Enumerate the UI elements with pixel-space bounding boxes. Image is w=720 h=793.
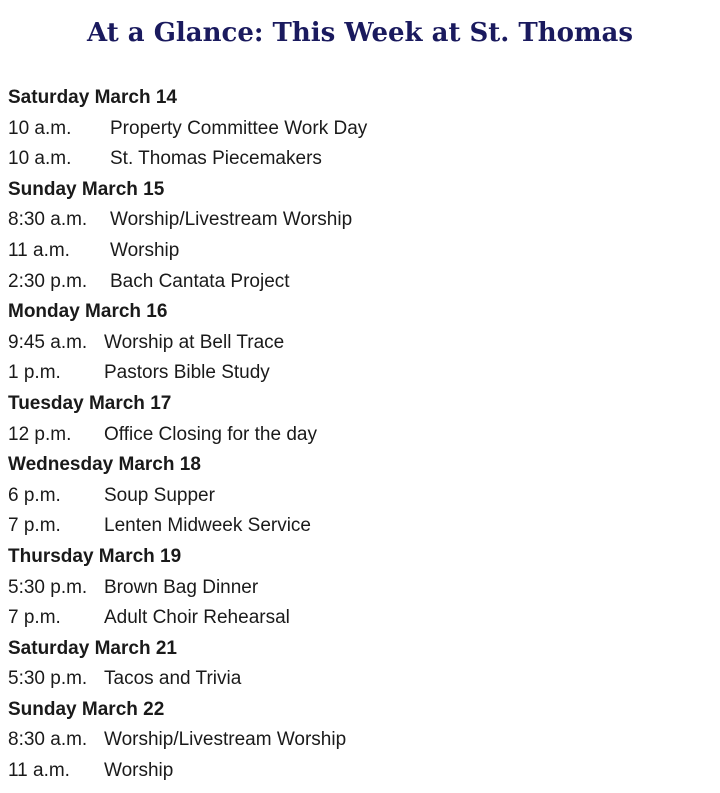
event-name: St. Thomas Piecemakers: [110, 148, 322, 170]
event-name: Worship/Livestream Worship: [104, 729, 347, 751]
day-heading: Tuesday March 17: [8, 392, 172, 414]
event-row: [8, 267, 708, 298]
day-heading: Saturday March 21: [8, 637, 177, 659]
event-row: [8, 144, 708, 175]
event-name: Worship at Bell Trace: [104, 331, 285, 353]
day-heading: Sunday March 22: [8, 698, 165, 720]
day-heading: Monday March 16: [8, 301, 168, 323]
event-name: Tacos and Trivia: [104, 668, 242, 690]
event-time: 6 p.m.: [8, 484, 61, 506]
event-time: 7 p.m.: [8, 515, 61, 537]
event-time: 10 a.m.: [8, 117, 72, 139]
event-row: [8, 664, 708, 695]
event-name: Adult Choir Rehearsal: [104, 607, 290, 629]
event-time: 2:30 p.m.: [8, 270, 88, 292]
event-row: [8, 236, 708, 267]
event-name: Office Closing for the day: [104, 423, 317, 445]
event-row: [8, 511, 708, 542]
event-row: [8, 481, 708, 512]
day-heading: Thursday March 19: [8, 545, 182, 567]
event-row: [8, 725, 708, 756]
event-time: 1 p.m.: [8, 362, 61, 384]
event-row: [8, 573, 708, 604]
event-time: 10 a.m.: [8, 148, 72, 170]
day-heading: Sunday March 15: [8, 178, 165, 200]
event-row: [8, 358, 708, 389]
event-name: Bach Cantata Project: [110, 270, 290, 292]
event-row: [8, 205, 708, 236]
event-name: Soup Supper: [104, 484, 215, 506]
event-name: Brown Bag Dinner: [104, 576, 259, 598]
event-time: 9:45 a.m.: [8, 331, 88, 353]
event-name: Lenten Midweek Service: [104, 515, 311, 537]
event-row: [8, 114, 708, 145]
event-row: [8, 420, 708, 451]
page-title: At a Glance: This Week at St. Thomas: [87, 18, 633, 48]
event-time: 5:30 p.m.: [8, 576, 88, 598]
event-time: 5:30 p.m.: [8, 668, 88, 690]
event-row: [8, 756, 708, 787]
event-name: Worship/Livestream Worship: [110, 209, 353, 231]
event-time: 7 p.m.: [8, 607, 61, 629]
event-time: 11 a.m.: [8, 760, 70, 782]
event-name: Property Committee Work Day: [110, 117, 368, 139]
weekly-schedule: [8, 83, 708, 787]
event-time: 8:30 a.m.: [8, 729, 88, 751]
event-name: Worship: [110, 239, 180, 261]
event-row: [8, 328, 708, 359]
day-heading: Wednesday March 18: [8, 454, 201, 476]
event-time: 11 a.m.: [8, 239, 70, 261]
day-heading: Saturday March 14: [8, 87, 177, 108]
event-time: 12 p.m.: [8, 423, 72, 445]
event-name: Worship: [104, 760, 174, 782]
event-row: [8, 603, 708, 634]
event-name: Pastors Bible Study: [104, 362, 270, 384]
event-time: 8:30 a.m.: [8, 209, 88, 231]
